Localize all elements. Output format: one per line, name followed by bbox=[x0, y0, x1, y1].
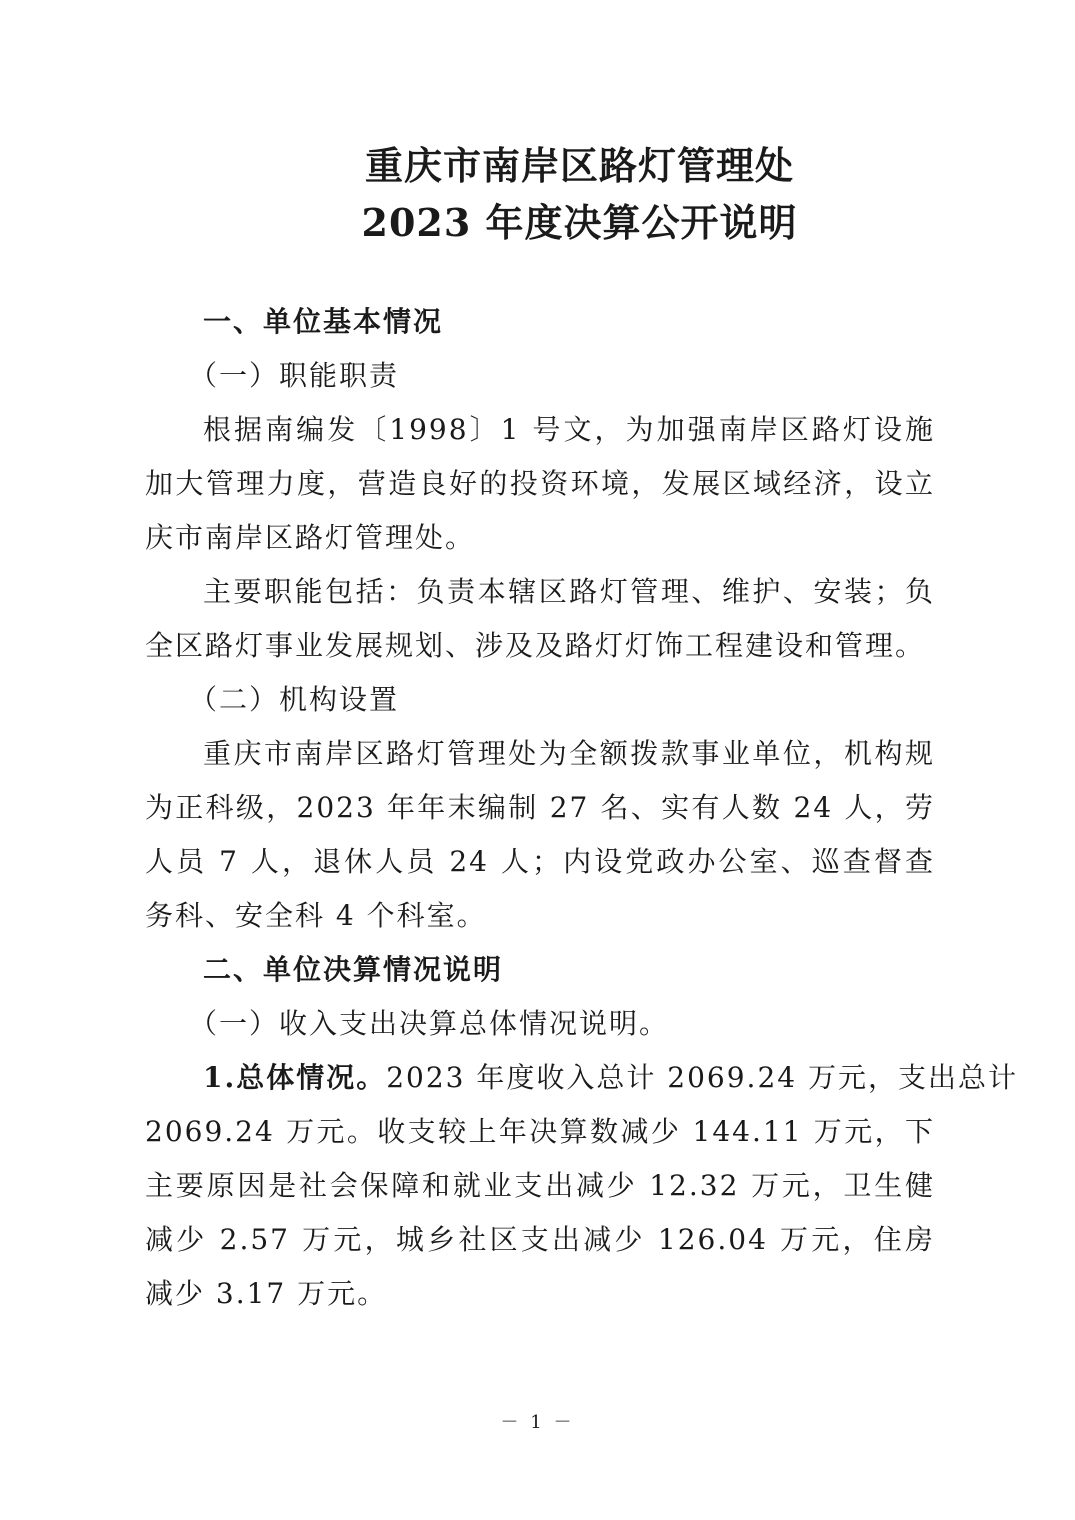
document-body bbox=[145, 295, 1018, 1321]
document-title-line2: 2023 年度决算公开说明 bbox=[361, 200, 798, 245]
paragraph-line: 务科、安全科 4 个科室。 bbox=[145, 899, 487, 932]
paragraph-line: 根据南编发〔1998〕1 号文，为加强南岸区路灯设施 bbox=[203, 413, 935, 446]
section1-sub2-heading: （二）机构设置 bbox=[189, 683, 400, 716]
paragraph-line: 全区路灯事业发展规划、涉及及路灯灯饰工程建设和管理。 bbox=[145, 629, 926, 662]
paragraph-line: 减少 3.17 万元。 bbox=[145, 1277, 388, 1310]
section2-heading: 二、单位决算情况说明 bbox=[203, 953, 504, 986]
document-title-line1: 重庆市南岸区路灯管理处 bbox=[364, 143, 794, 188]
paragraph-line: 减少 2.57 万元，城乡社区支出减少 126.04 万元，住房 bbox=[145, 1223, 935, 1256]
paragraph-lead: 1.总体情况。 bbox=[203, 1061, 387, 1094]
section1-heading: 一、单位基本情况 bbox=[203, 305, 444, 338]
paragraph-line: 人员 7 人，退休人员 24 人；内设党政办公室、巡查督查 bbox=[145, 845, 935, 878]
paragraph-line: 主要职能包括：负责本辖区路灯管理、维护、安装；负 bbox=[203, 575, 935, 608]
section1-sub1-heading: （一）职能职责 bbox=[189, 359, 400, 392]
section1-sub2-paragraph1 bbox=[145, 727, 935, 943]
section1-sub1-paragraph2 bbox=[145, 565, 935, 673]
paragraph-line: 主要原因是社会保障和就业支出减少 12.32 万元，卫生健 bbox=[145, 1169, 935, 1202]
section2-sub1-heading: （一）收入支出决算总体情况说明。 bbox=[189, 1007, 670, 1040]
paragraph-line: 庆市南岸区路灯管理处。 bbox=[145, 521, 476, 554]
paragraph-line: 为正科级，2023 年年末编制 27 名、实有人数 24 人，劳 bbox=[145, 791, 935, 824]
paragraph-line: 2069.24 万元。收支较上年决算数减少 144.11 万元，下 bbox=[145, 1115, 935, 1148]
paragraph-line-with-lead bbox=[145, 1051, 1018, 1105]
section2-sub1-paragraph1 bbox=[145, 1051, 1018, 1321]
paragraph-line: 重庆市南岸区路灯管理处为全额拨款事业单位，机构规 bbox=[203, 737, 935, 770]
paragraph-line: 2023 年度收入总计 2069.24 万元，支出总计 bbox=[386, 1061, 1018, 1094]
paragraph-line: 加大管理力度，营造良好的投资环境，发展区域经济，设立 bbox=[145, 467, 935, 500]
page-number: － 1 － bbox=[500, 1412, 575, 1433]
section1-sub1-paragraph1 bbox=[145, 403, 935, 565]
